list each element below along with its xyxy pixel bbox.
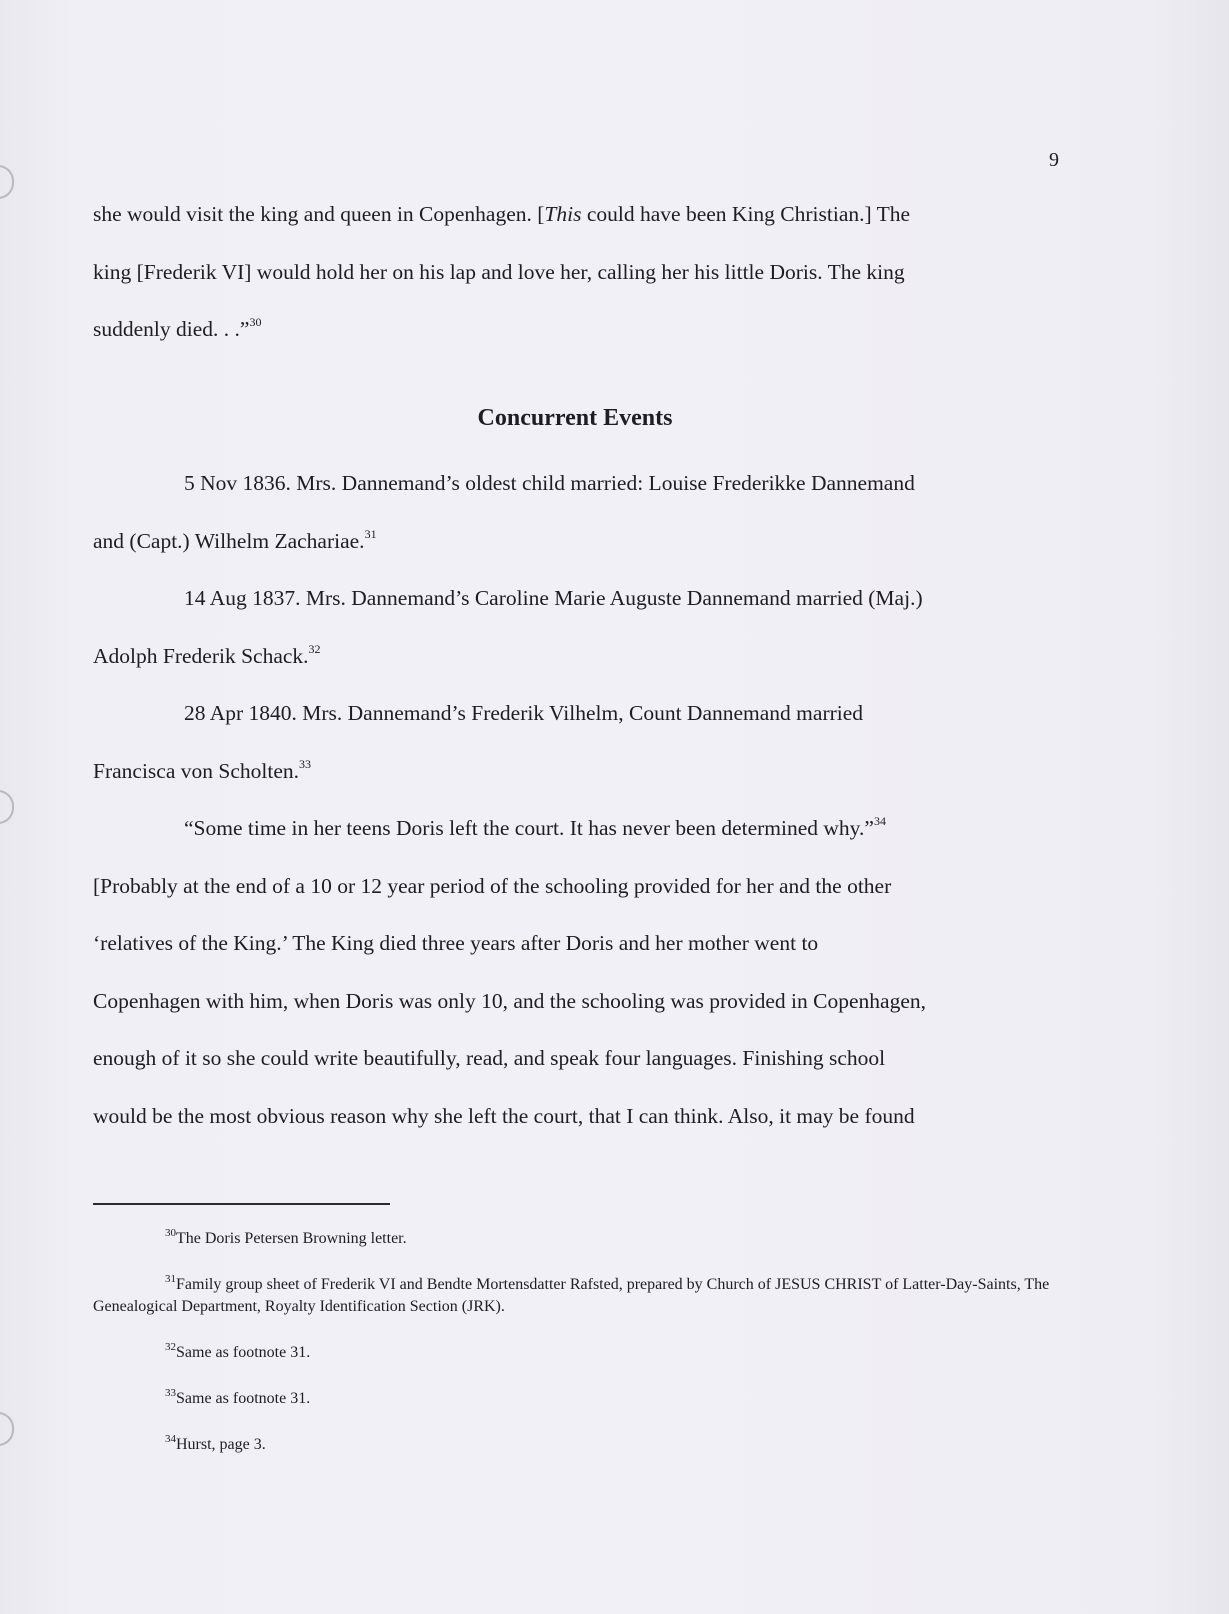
text-line: king [Frederik VI] would hold her on his lap and love her, calling her his little Doris. The king <box>93 259 905 284</box>
footnote-text: Same as footnote 31. <box>176 1390 311 1407</box>
footnote-text: Hurst, page 3. <box>176 1436 266 1453</box>
text-run: could have been King Christian.] The <box>581 202 911 226</box>
footnote-text: Same as footnote 31. <box>176 1344 311 1361</box>
text-run: “Some time in her teens Doris left the court. It has never been determined why.” <box>184 816 874 840</box>
binder-hole-mark <box>0 1412 14 1446</box>
footnote-ref: 31 <box>364 526 377 541</box>
footnote-text: The Doris Petersen Browning letter. <box>176 1230 407 1247</box>
text-run: and (Capt.) Wilhelm Zachariae. <box>93 528 365 553</box>
footnote-ref: 33 <box>299 756 311 771</box>
footnote <box>93 1388 1063 1410</box>
section-heading: Concurrent Events <box>477 405 673 431</box>
footnote <box>93 1228 1063 1250</box>
text-run: Adolph Frederik Schack. <box>93 643 309 668</box>
binder-hole-mark <box>0 165 14 199</box>
event-line <box>93 743 1063 801</box>
event-line <box>93 628 1063 686</box>
footnote-number: 31 <box>165 1273 176 1285</box>
footnote-ref: 34 <box>873 814 886 828</box>
footnotes <box>93 1228 1063 1480</box>
text-line: ‘relatives of the King.’ The King died three years after Doris and her mother went to <box>93 931 819 955</box>
text-run: Francisca von Scholten. <box>93 758 299 783</box>
italic-text: This <box>544 202 582 226</box>
footnote <box>93 1274 1063 1318</box>
event-line <box>93 513 1063 571</box>
binder-hole-mark <box>0 790 14 824</box>
concurrent-events <box>93 455 1063 1145</box>
footnote-number: 32 <box>165 1341 176 1353</box>
footnote-divider <box>93 1203 390 1205</box>
event-line: 28 Apr 1840. Mrs. Dannemand’s Frederik Vilhelm, Count Dannemand married <box>184 701 864 725</box>
event-line: 14 Aug 1837. Mrs. Dannemand’s Caroline Marie Auguste Dannemand married (Maj.) <box>184 586 923 610</box>
text-line <box>93 186 1063 244</box>
footnote-number: 33 <box>165 1387 176 1399</box>
text-line: enough of it so she could write beautifully, read, and speak four languages. Finishing school <box>93 1046 886 1070</box>
text-line: Copenhagen with him, when Doris was only 10, and the schooling was provided in Copenhagen, <box>93 988 926 1013</box>
text-line: would be the most obvious reason why she left the court, that I can think. Also, it may be found <box>93 1103 915 1128</box>
intro-paragraph <box>93 186 1063 359</box>
footnote-ref: 32 <box>308 641 321 656</box>
footnote-number: 30 <box>165 1227 176 1239</box>
text-run: suddenly died. . .” <box>93 317 250 341</box>
footnote-text: Family group sheet of Frederik VI and Bendte Mortensdatter Rafsted, prepared by Church of JESUS CHRIST of Latter-Day-Saints, The Genealogical Department, Royalty Identification Section (JRK). <box>93 1276 1050 1315</box>
page-number: 9 <box>1049 149 1059 171</box>
event-line: 5 Nov 1836. Mrs. Dannemand’s oldest child married: Louise Frederikke Dannemand <box>184 471 915 495</box>
text-line <box>93 301 1063 359</box>
text-run: she would visit the king and queen in Copenhagen. [ <box>93 202 545 226</box>
footnote <box>93 1342 1063 1364</box>
footnote-ref: 30 <box>249 315 262 329</box>
footnote <box>93 1434 1063 1456</box>
quote-line <box>93 800 1063 858</box>
footnote-number: 34 <box>165 1433 176 1445</box>
text-line: [Probably at the end of a 10 or 12 year period of the schooling provided for her and the other <box>93 873 892 898</box>
